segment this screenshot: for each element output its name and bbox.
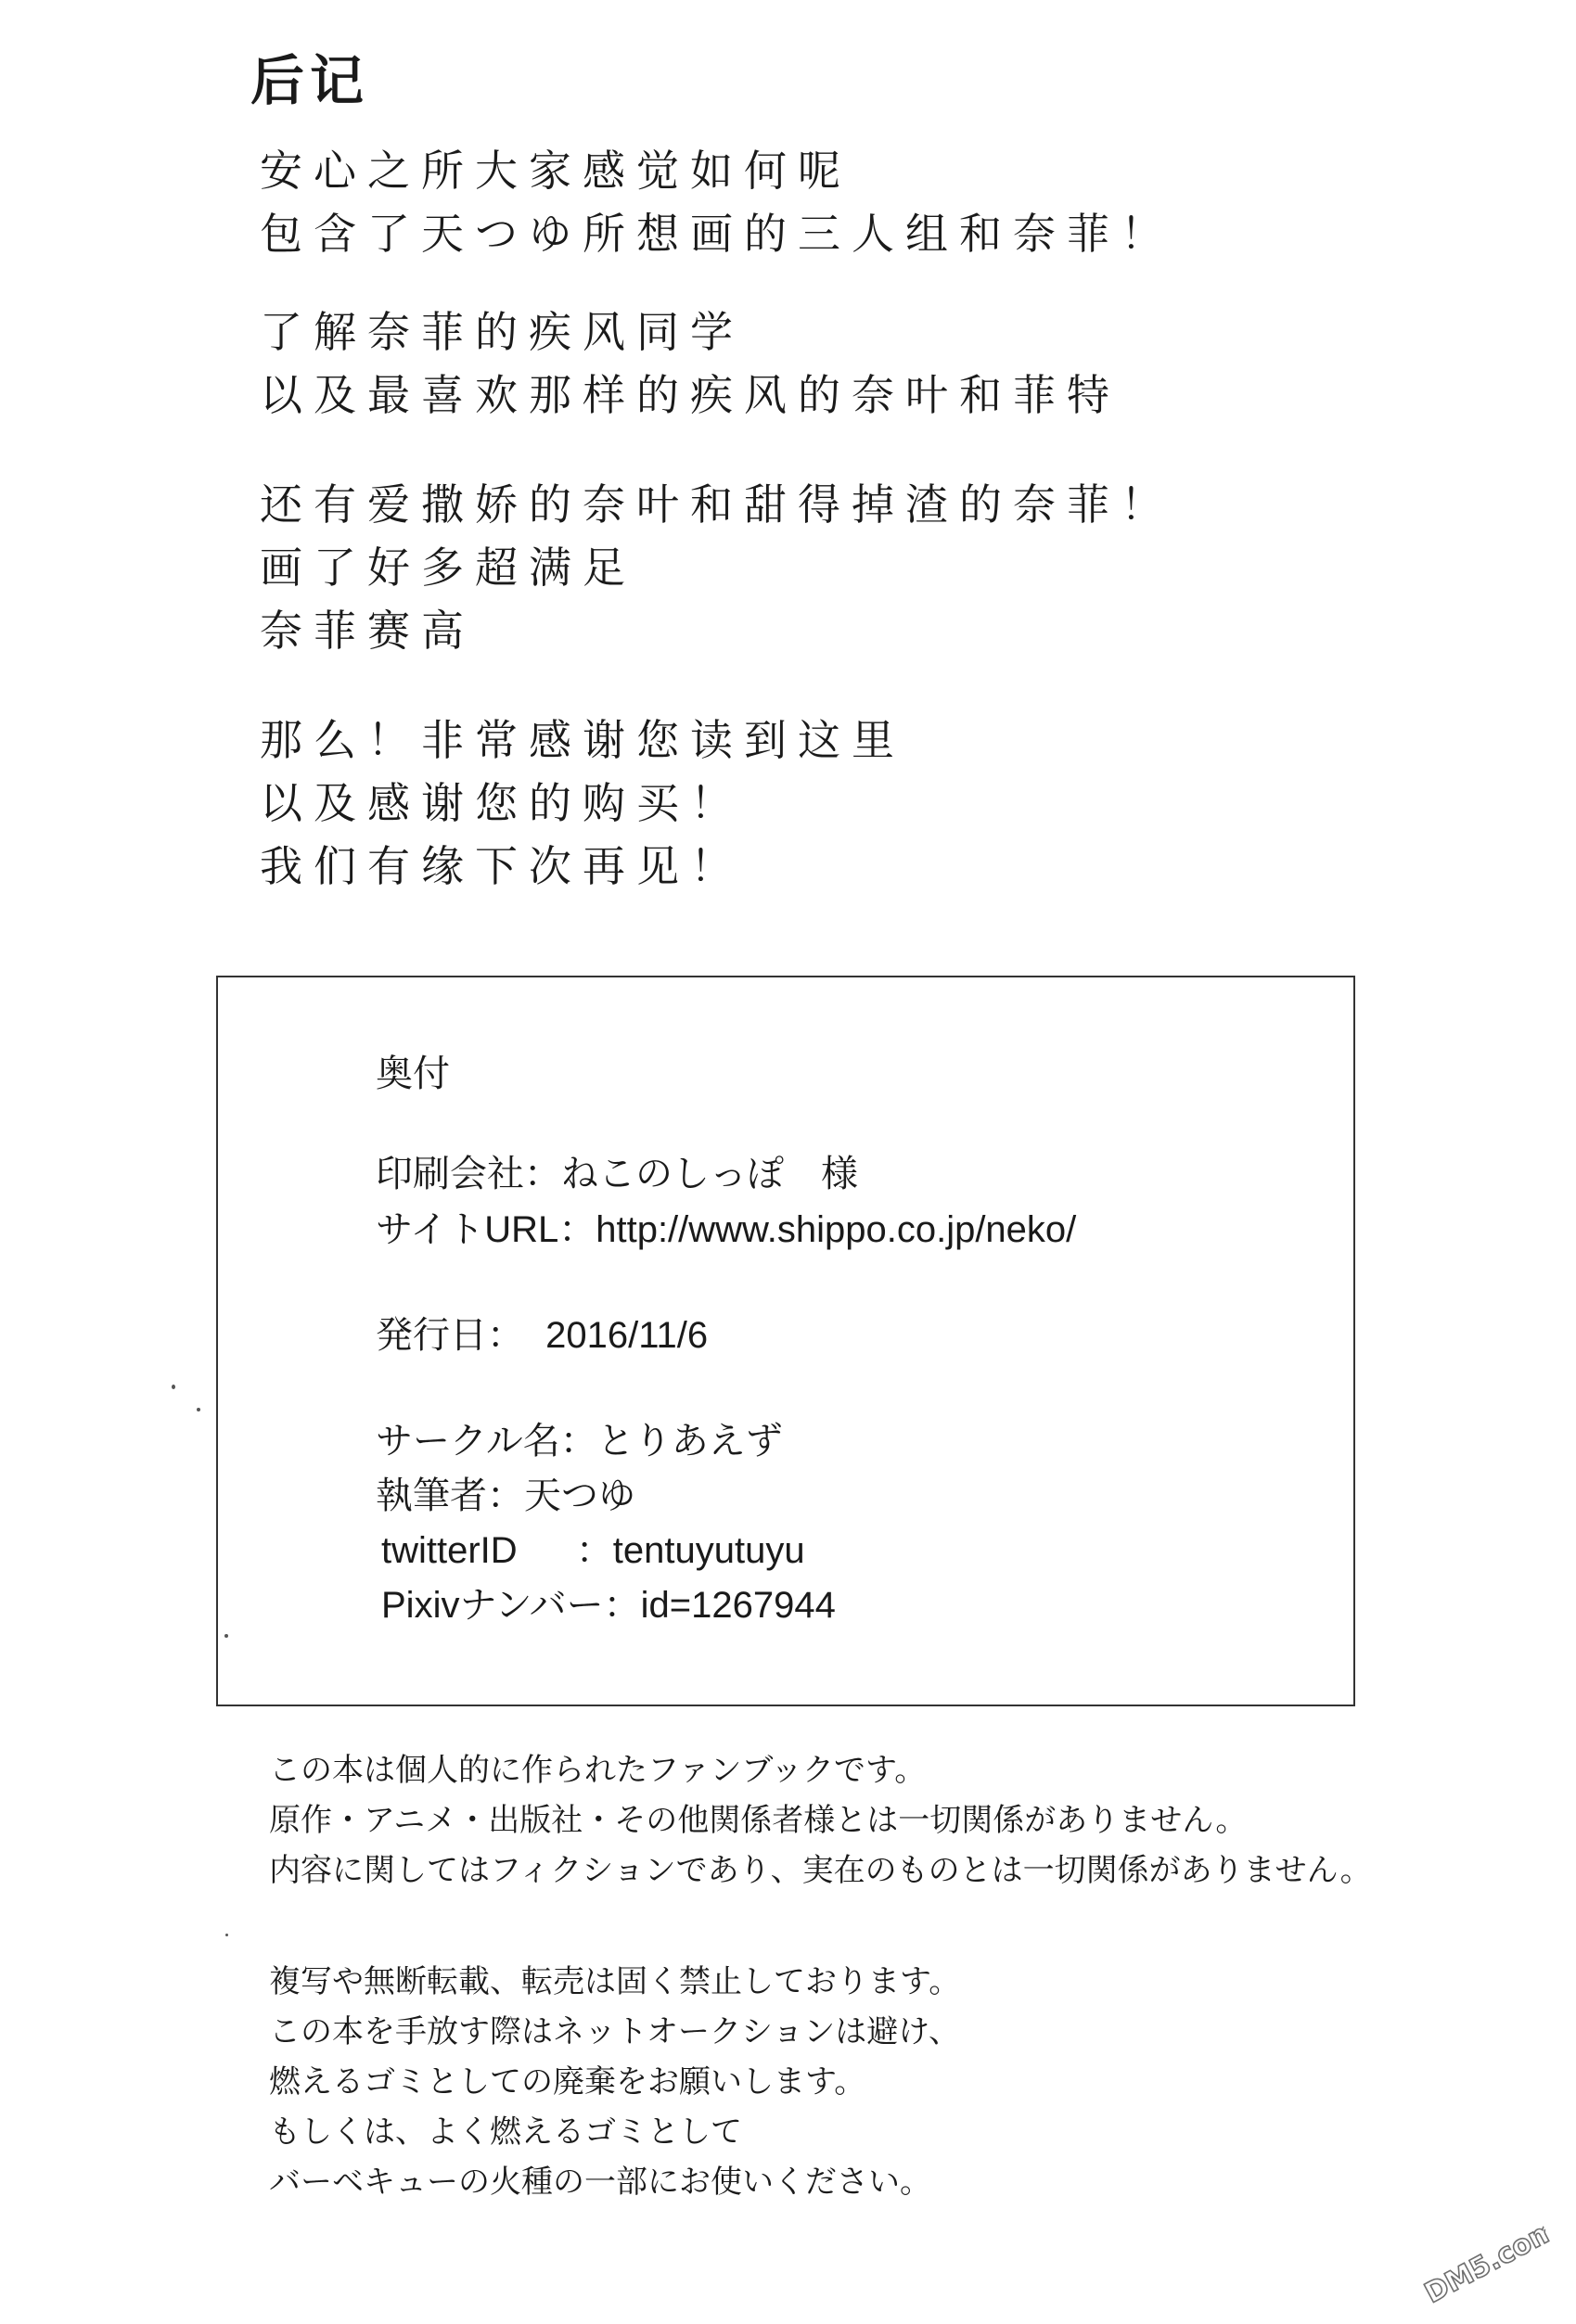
pixiv-number: Pixivナンバー：id=1267944 — [381, 1585, 836, 1626]
notice-line: この本を手放す際はネットオークションは避け、 — [269, 2013, 960, 2050]
scan-speck — [172, 1385, 175, 1389]
issue-date-row — [376, 1306, 708, 1359]
issue-date-label: 発行日： — [376, 1315, 524, 1356]
notice-line: バーベキューの火種の一部にお使いください。 — [269, 2164, 931, 2201]
afterword-line: 画了好多超满足 — [260, 543, 636, 593]
circle-name: サークル名：とりあえず — [376, 1421, 783, 1462]
notice-line: 複写や無断転載、転売は固く禁止しております。 — [269, 1963, 961, 2000]
watermark-icon — [1410, 2205, 1559, 2319]
notice-line: 内容に関してはフィクションであり、実在のものとは一切関係がありません。 — [269, 1852, 1372, 1889]
notice-line: 原作・アニメ・出版社・その他関係者様とは一切関係がありません。 — [269, 1802, 1248, 1839]
twitter-row — [381, 1521, 805, 1574]
afterword-line: 那么！非常感谢您读到这里 — [260, 715, 905, 765]
watermark-logo — [1410, 2205, 1559, 2319]
notice-line: もしくは、よく燃えるゴミとして — [269, 2113, 742, 2151]
colophon-heading: 奥付 — [376, 1053, 450, 1094]
afterword-title: 后记 — [250, 49, 370, 112]
scan-speck — [197, 1408, 200, 1411]
afterword-line: 了解奈菲的疾风同学 — [260, 307, 744, 357]
watermark-text: DM5.com — [1419, 2213, 1559, 2310]
notice-line: 燃えるゴミとしての廃棄をお願いします。 — [269, 2063, 866, 2101]
issue-date: 2016/11/6 — [545, 1315, 709, 1356]
afterword-line: 我们有缘下次再见！ — [260, 841, 744, 891]
twitter-id: ：tentuyutuyu — [575, 1530, 805, 1571]
afterword-section — [250, 37, 1317, 898]
colophon-box — [216, 976, 1355, 1706]
scan-speck — [224, 1634, 228, 1638]
notice-line: この本は個人的に作られたファンブックです。 — [269, 1752, 927, 1789]
author-name: 執筆者：天つゆ — [376, 1475, 635, 1516]
afterword-line: 包含了天つゆ所想画的三人组和奈菲！ — [260, 209, 1174, 259]
scan-speck — [225, 1934, 228, 1936]
afterword-line: 以及最喜欢那样的疾风的奈叶和菲特 — [260, 370, 1121, 420]
afterword-line: 还有爱撒娇的奈叶和甜得掉渣的奈菲！ — [260, 479, 1174, 530]
afterword-line: 奈菲赛高 — [260, 606, 475, 656]
afterword-line: 以及感谢您的购买！ — [260, 778, 744, 828]
twitter-label: twitterID — [381, 1530, 518, 1571]
afterword-line: 安心之所大家感觉如何呢 — [260, 146, 852, 196]
site-url: サイトURL：http://www.shippo.co.jp/neko/ — [376, 1209, 1077, 1250]
notices-section — [269, 1745, 1475, 2207]
printer-info: 印刷会社：ねこのしっぽ 様 — [376, 1154, 858, 1194]
